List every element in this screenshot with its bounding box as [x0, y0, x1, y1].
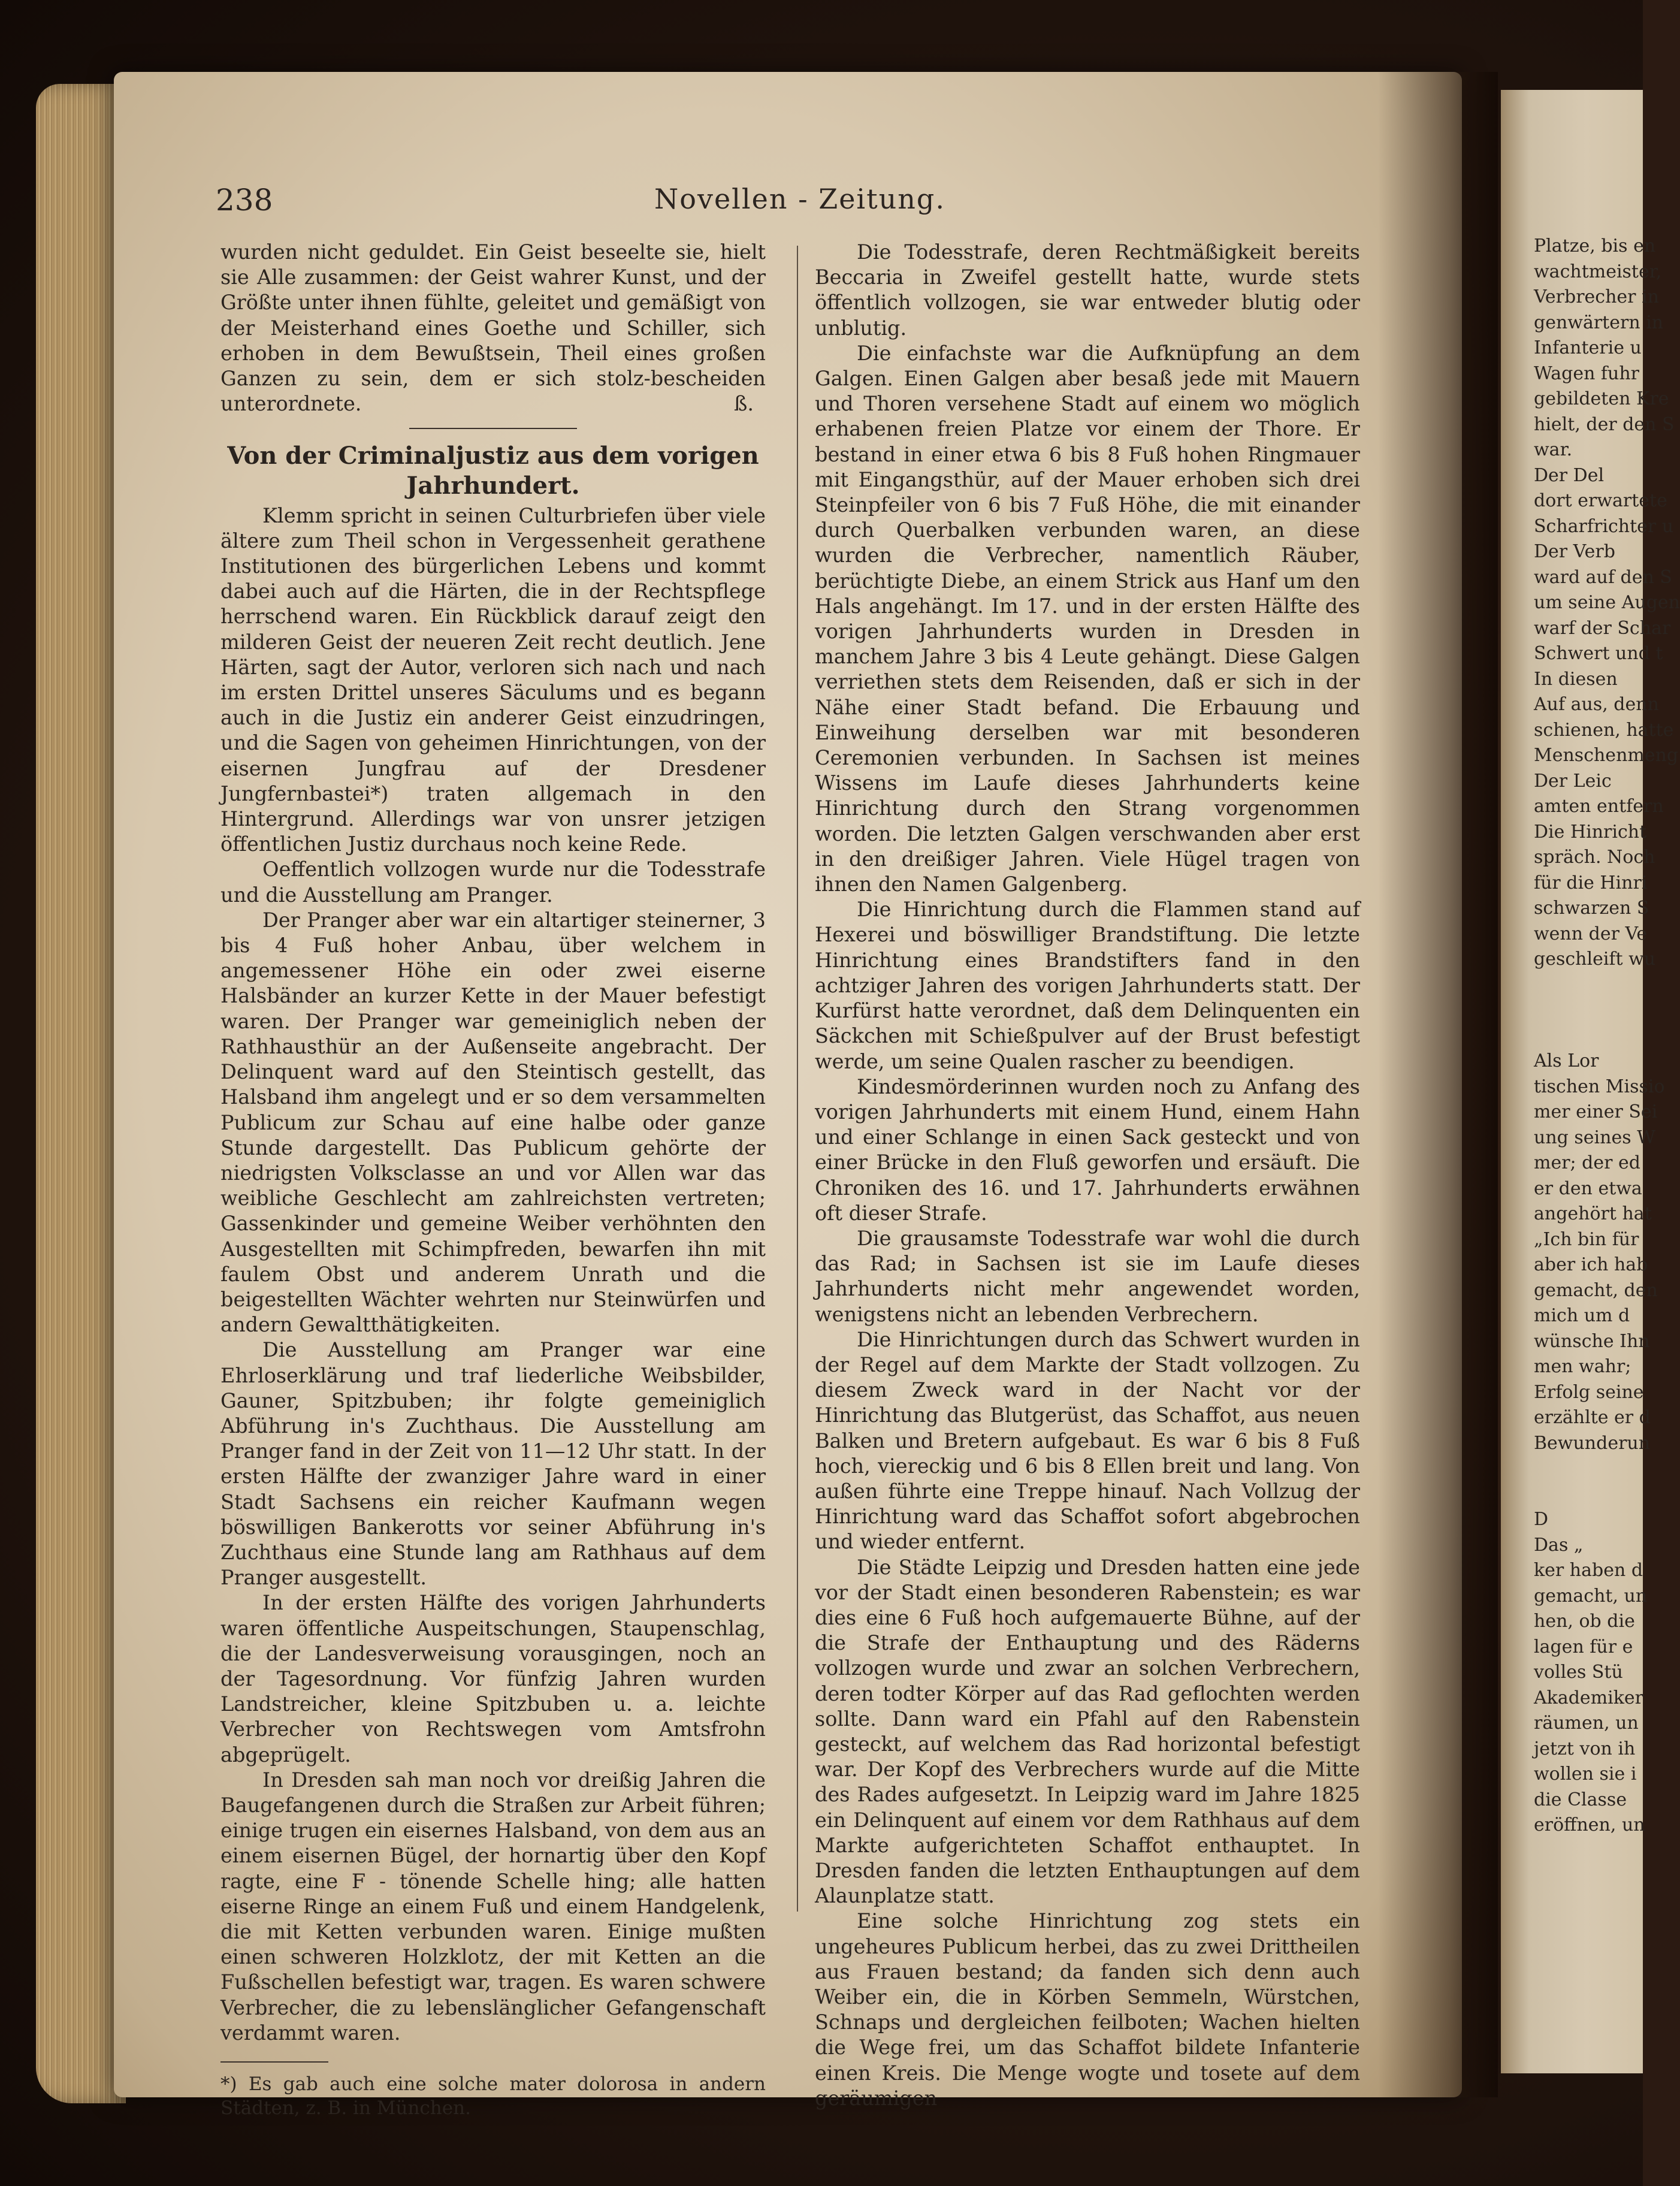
book-page-edges	[36, 84, 126, 2103]
facing-page-line: D	[1534, 1509, 1549, 1530]
book-gutter	[1378, 72, 1498, 2097]
facing-page-line: Verbrecher in	[1534, 286, 1659, 307]
facing-page-line: gebildeten Kre	[1534, 388, 1669, 409]
article-paragraph: Die Hinrichtungen durch das Schwert wurden in der Regel auf dem Markte der Stadt vollzogen. Zu diesem Zweck ward in der Nacht vor der Hinrichtung das Blutgerüst, das Schaffot, aus neuen Balken und Bretern aufgebaut. Es war 6 bis 8 Fuß hoch, viereckig und 6 bis 8 Ellen breit und lang. Von außen führte eine Treppe hinauf. Nach Vollzug der Hinrichtung ward das Schaffot sofort abgebrochen und wieder entfernt.	[815, 1327, 1360, 1554]
facing-page-line: erzählte er d	[1534, 1407, 1651, 1428]
facing-page-line: Der Verb	[1534, 541, 1615, 562]
left-column	[220, 240, 766, 2120]
facing-page-line: schienen, hatte	[1534, 719, 1674, 741]
facing-page-line: mich um d	[1534, 1305, 1630, 1326]
facing-page-line: ker haben d	[1534, 1560, 1643, 1581]
article-paragraph: Die grausamste Todesstrafe war wohl die durch das Rad; in Sachsen ist sie im Laufe dieses Jahrhunderts nicht mehr angewendet worden, wenigstens nicht an lebenden Verbrechern.	[815, 1226, 1360, 1326]
facing-page-line: Wagen fuhr	[1534, 363, 1640, 384]
facing-page-line: geschleift wu	[1534, 949, 1656, 970]
facing-page-line: um seine Augen	[1534, 592, 1680, 613]
facing-page-line: hielt, der den S	[1534, 413, 1675, 435]
facing-page-line: gemacht, den	[1534, 1279, 1658, 1301]
facing-page-line: spräch. Noch	[1534, 847, 1655, 868]
article-paragraph: Der Pranger aber war ein altartiger steinerner, 3 bis 4 Fuß hoher Anbau, über welchem in angemessener Höhe ein oder zwei eiserne Halsbänder an kurzer Kette in der Mauer befestigt waren. Der Pranger war gemeiniglich neben der Rathhausthür an der Außenseite angebracht. Der Delinquent ward auf den Steintisch gestellt, das Halsband ihm angelegt und er so dem versammelten Publicum zur Schau auf eine halbe oder ganze Stunde dargestellt. Das Publicum gehörte der niedrigsten Volksclasse an und vor Allen war das weibliche Geschlecht am zahlreichsten vertreten; Gassenkinder und gemeine Weiber verhöhnten den Ausgestellten mit Schimpfreden, bewarfen ihn mit faulem Obst und anderem Unrath und die beigestellten Wächter wehrten nur Steinwürfen und andern Gewaltthätigkeiten.	[220, 908, 766, 1337]
intro-paragraph: wurden nicht geduldet. Ein Geist beseelte sie, hielt sie Alle zusammen: der Geist wahrer Kunst, und der Größte unter ihnen fühlte, geleitet und gemäßigt von der Meisterhand eines Goethe und Schiller, sich erhoben in dem Bewußtsein, Theil eines großen Ganzen zu sein, dem er sich stolz-bescheiden unterordnete.	[220, 240, 766, 416]
facing-page-line: Als Lor	[1534, 1050, 1599, 1071]
facing-page-line	[1534, 998, 1642, 1023]
facing-page-line: Auf aus, denn	[1534, 694, 1659, 715]
facing-page-line: amten entfern	[1534, 796, 1664, 817]
article-paragraph: Die Todesstrafe, deren Rechtmäßigkeit bereits Beccaria in Zweifel gestellt hatte, wurde stets öffentlich vollzogen, sie war entweder blutig oder unblutig.	[815, 240, 1360, 340]
page-header	[216, 183, 1384, 231]
facing-page-line: Akademiker	[1534, 1687, 1644, 1708]
intro-signature: ß.	[733, 392, 754, 416]
facing-page-line: lagen für e	[1534, 1636, 1633, 1657]
facing-page-line: eröffnen, un	[1534, 1814, 1645, 1835]
running-head: Novellen - Zeitung.	[654, 183, 945, 215]
facing-page-line: mer einer Sei	[1534, 1101, 1658, 1122]
article-paragraph: Klemm spricht in seinen Culturbriefen über viele ältere zum Theil schon in Vergessenheit gerathene Institutionen des bürgerlichen Lebens und kommt dabei auch auf die Härten, die in der Rechtspflege herrschend waren. Ein Rückblick darauf zeigt den milderen Geist der neueren Zeit recht deutlich. Jene Härten, sagt der Autor, verloren sich nach und nach im ersten Drittel unseres Säculums und es begann auch in die Justiz ein anderer Geist einzudringen, und die Sagen von geheimen Hinrichtungen, von der eisernen Jungfrau auf der Dresdener Jungfernbastei*) traten allgemach in den Hintergrund. Allerdings war von unsrer jetzigen öffentlichen Justiz durchaus noch keine Rede.	[220, 503, 766, 856]
article-paragraph: In der ersten Hälfte des vorigen Jahrhunderts waren öffentliche Auspeitschungen, Staupenschlag, die der Landesverweisung vorausgingen, noch an der Tagesordnung. Vor fünfzig Jahren wurden Landstreicher, kleine Spitzbuben u. a. leichte Verbrecher von Rechtswegen vom Amtsfrohn abgeprügelt.	[220, 1591, 766, 1767]
facing-page-line: Schwert und t	[1534, 643, 1663, 664]
facing-page-line: räumen, un	[1534, 1713, 1639, 1734]
facing-page-line: hen, ob die	[1534, 1611, 1635, 1632]
facing-page-line: tischen Missio	[1534, 1076, 1665, 1097]
facing-page-line: war.	[1534, 439, 1573, 460]
facing-page-line: Menschenmeng	[1534, 745, 1679, 766]
facing-page-line: gemacht, un	[1534, 1585, 1648, 1607]
facing-page-line: dort erwartete	[1534, 490, 1667, 511]
facing-page-line	[1534, 973, 1642, 998]
facing-page-line: wachtmeister,	[1534, 261, 1662, 282]
facing-page-line: genwärtern in	[1534, 312, 1664, 333]
article-paragraph: Kindesmörderinnen wurden noch zu Anfang des vorigen Jahrhunderts mit einem Hund, einem Hahn und einer Schlange in einen Sack gesteckt und von einer Brücke in den Fluß geworfen und ersäuft. Die Chroniken des 16. und 17. Jahrhunderts erwähnen oft dieser Strafe.	[815, 1074, 1360, 1225]
section-divider	[409, 428, 577, 429]
article-paragraph: Eine solche Hinrichtung zog stets ein ungeheures Publicum herbei, das zu zwei Drittheilen aus Frauen bestand; da fanden sich denn auch Weiber ein, die in Körben Semmeln, Würstchen, Schnaps und dergleichen feilboten; Wachen hielten die Wege frei, um das Schaffot bildete Infanterie einen Kreis. Die Menge wogte und tosete auf dem geräumigen	[815, 1909, 1360, 2110]
facing-page-line: die Classe	[1534, 1789, 1627, 1810]
facing-page-line: wünsche Ihn	[1534, 1330, 1650, 1352]
facing-page-line: ung seines W	[1534, 1127, 1655, 1148]
facing-page-line: „Ich bin für	[1534, 1228, 1639, 1250]
facing-page-line: Die Hinricht	[1534, 821, 1647, 843]
facing-page-line: Erfolg seine	[1534, 1381, 1644, 1403]
article-paragraph: In Dresden sah man noch vor dreißig Jahren die Baugefangenen durch die Straßen zur Arbeit führen; einige trugen ein eisernes Halsband, von dem aus an einem eisernen Bügel, der hornartig über den Kopf ragte, eine F - tönende Schelle hing; alle hatten eiserne Ringe an einem Fuß und einem Handgelenk, die mit Ketten verbunden waren. Einige mußten einen schweren Holzklotz, der mit Ketten an die Fußschellen befestigt war, tragen. Es waren schwere Verbrecher, die zu lebenslänglicher Gefangenschaft verdammt waren.	[220, 1768, 766, 2045]
page-number: 238	[216, 183, 273, 218]
article-paragraph: Die Ausstellung am Pranger war eine Ehrloserklärung und traf liederliche Weibsbilder, Gauner, Spitzbuben; ihr folgte gemeiniglich Abführung in's Zuchthaus. Die Ausstellung am Pranger fand in der Zeit von 11—12 Uhr statt. In der ersten Hälfte der zwanziger Jahre ward in einer Stadt Sachsens ein reicher Kaufmann wegen böswilligen Bankerotts vor seiner Abführung in's Zuchthaus eine Stunde lang am Rathhaus auf dem Pranger ausgestellt.	[220, 1338, 766, 1590]
article-paragraph: Die einfachste war die Aufknüpfung an dem Galgen. Einen Galgen aber besaß jede mit Mauern und Thoren versehene Stadt auf einem wo möglich erhabenen freien Platze vor einem der Thore. Er bestand in einer etwa 6 bis 8 Fuß hohen Ringmauer mit Eingangsthür, auf der Mauer erhoben sich drei Steinpfeiler von 6 bis 7 Fuß Höhe, die mit einander durch Querbalken verbunden waren, an diese wurden die Verbrecher, namentlich Räuber, berüchtigte Diebe, an einem Strick aus Hanf um den Hals angehängt. Im 17. und in der ersten Hälfte des vorigen Jahrhunderts wurden in Dresden in manchem Jahre 3 bis 4 Leute gehängt. Diese Galgen verriethen stets dem Reisenden, daß er sich in der Nähe einer Stadt befand. Die Erbauung und Einweihung derselben war mit besonderen Ceremonien verbunden. In Sachsen ist meines Wissens im Laufe dieses Jahrhunderts keine Hinrichtung durch den Strang vorgenommen worden. Die letzten Galgen verschwanden aber erst in den dreißiger Jahren. Viele Hügel tragen von ihnen den Namen Galgenberg.	[815, 341, 1360, 896]
facing-page-line: Der Del	[1534, 464, 1605, 486]
facing-page-line: warf der Schar	[1534, 617, 1671, 639]
article-paragraph: Die Städte Leipzig und Dresden hatten eine jede vor der Stadt einen besonderen Rabenstein; es war dies eine 6 Fuß hoch aufgemauerte Bühne, auf der die Strafe der Enthauptung und des Räderns vollzogen wurde und zwar an solchen Verbrechern, deren todter Körper auf das Rad geflochten werden sollte. Dann ward ein Pfahl auf den Rabenstein gesteckt, auf welchem das Rad horizontal befestigt war. Der Kopf des Verbrechers wurde auf die Mitte des Rades aufgesetzt. In Leipzig ward im Jahre 1825 ein Delinquent auf einem vor dem Rathhaus auf dem Markte aufgerichteten Schaffot enthauptet. In Dresden fanden die letzten Enthauptungen auf dem Alaunplatze statt.	[815, 1555, 1360, 1908]
facing-page-line: In diesen	[1534, 668, 1618, 690]
footnote-rule	[220, 2061, 328, 2063]
facing-page-line: Platze, bis en	[1534, 235, 1656, 256]
right-column	[815, 240, 1360, 2111]
footnote: *) Es gab auch eine solche mater dolorosa in andern Städten, z. B. in München.	[220, 2073, 766, 2119]
facing-page-line: aber ich hab	[1534, 1254, 1648, 1275]
facing-page-line: jetzt von ih	[1534, 1738, 1636, 1759]
facing-page-line: Das „	[1534, 1534, 1584, 1556]
article-paragraph: Oeffentlich vollzogen wurde nur die Todesstrafe und die Ausstellung am Pranger.	[220, 858, 766, 907]
facing-page-line: ward auf den S	[1534, 566, 1672, 588]
facing-page-line: men wahr;	[1534, 1356, 1631, 1377]
article-title: Von der Criminaljustiz aus dem vorigen Jahrhundert.	[227, 441, 759, 500]
facing-page-line: wollen sie i	[1534, 1764, 1637, 1785]
facing-page-line: für die Hinri	[1534, 872, 1648, 893]
facing-page-line: Der Leic	[1534, 770, 1612, 792]
facing-page-line	[1534, 1456, 1642, 1482]
column-divider	[797, 246, 798, 1912]
facing-page-line: er den etwa	[1534, 1177, 1642, 1199]
facing-page-line: schwarzen S	[1534, 898, 1649, 919]
facing-page-line: Bewunderun	[1534, 1432, 1651, 1454]
article-paragraph: Die Hinrichtung durch die Flammen stand auf Hexerei und böswilliger Brandstiftung. Die letzte Hinrichtung eines Brandstifters fand in den achtziger Jahren des vorigen Jahrhunderts statt. Der Kurfürst hatte verordnet, daß dem Delinquenten ein Säckchen mit Schießpulver auf der Brust befestigt werde, um seine Qualen rascher zu beendigen.	[815, 898, 1360, 1073]
facing-page-line	[1534, 1023, 1642, 1049]
facing-page-line: Infanterie u	[1534, 337, 1642, 358]
facing-page-line	[1534, 1482, 1642, 1508]
facing-page-line: angehört hat	[1534, 1203, 1652, 1224]
facing-page-line: mer; der ed	[1534, 1152, 1640, 1173]
facing-page-line: volles Stü	[1534, 1662, 1623, 1683]
facing-page-line: wenn der Ve	[1534, 923, 1648, 944]
facing-page-column	[1534, 234, 1680, 1838]
facing-page-line: Scharfrichter u	[1534, 515, 1674, 537]
